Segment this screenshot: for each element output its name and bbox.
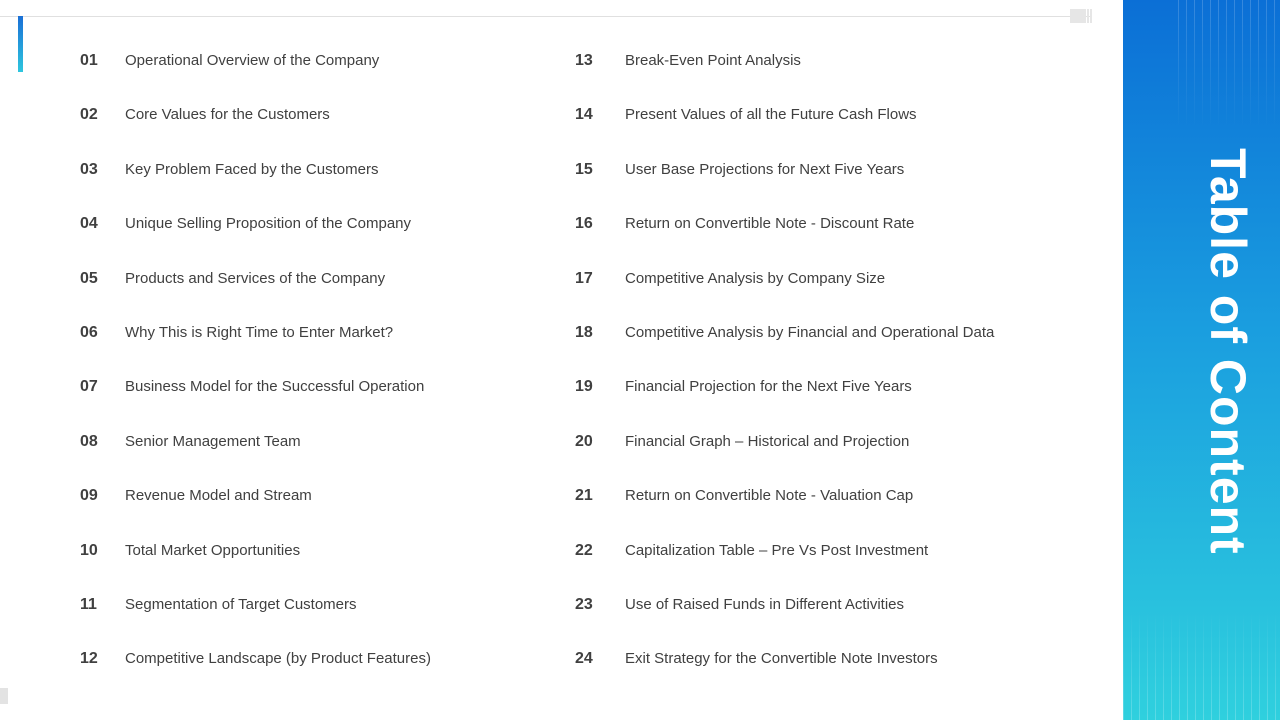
toc-item[interactable] <box>575 469 1075 523</box>
top-decoration <box>1090 9 1092 23</box>
toc-number: 20 <box>575 432 593 450</box>
toc-number: 03 <box>80 160 98 178</box>
corner-decoration <box>0 688 8 704</box>
toc-label: Unique Selling Proposition of the Company <box>125 215 412 233</box>
toc-label: Operational Overview of the Company <box>125 52 380 69</box>
toc-number: 08 <box>80 432 98 450</box>
toc-label: Core Values for the Customers <box>125 106 330 124</box>
toc-number: 02 <box>80 106 98 124</box>
toc-item[interactable] <box>80 578 580 632</box>
toc-item[interactable] <box>80 524 580 578</box>
toc-item[interactable] <box>80 252 580 306</box>
toc-label: Competitive Landscape (by Product Features) <box>125 650 431 668</box>
toc-number: 11 <box>80 595 97 613</box>
toc-number: 18 <box>575 323 593 341</box>
toc-label: Return on Convertible Note - Discount Rate <box>625 215 915 233</box>
toc-item[interactable] <box>575 34 1075 88</box>
toc-item[interactable] <box>575 306 1075 360</box>
toc-label: Break-Even Point Analysis <box>625 52 801 69</box>
toc-number: 05 <box>80 269 98 287</box>
toc-item[interactable] <box>80 632 580 686</box>
top-divider <box>0 16 1092 17</box>
toc-item[interactable] <box>80 143 580 197</box>
toc-number: 09 <box>80 487 98 505</box>
toc-label: Return on Convertible Note - Valuation Cap <box>625 487 914 505</box>
toc-label: Competitive Analysis by Company Size <box>625 269 886 287</box>
toc-item[interactable] <box>575 632 1075 686</box>
toc-item[interactable] <box>80 360 580 414</box>
toc-label: Revenue Model and Stream <box>125 487 312 505</box>
toc-label: Business Model for the Successful Operation <box>125 378 425 396</box>
toc-number: 10 <box>80 541 98 559</box>
toc-item[interactable] <box>575 578 1075 632</box>
toc-item[interactable] <box>575 88 1075 142</box>
toc-label: Present Values of all the Future Cash Flows <box>625 106 917 124</box>
toc-number: 17 <box>575 269 593 287</box>
toc-number: 06 <box>80 323 98 341</box>
page-title: Table of Content <box>1200 148 1256 555</box>
toc-number: 22 <box>575 541 593 559</box>
toc-label: Segmentation of Target Customers <box>125 595 357 613</box>
toc-label: Exit Strategy for the Convertible Note Investors <box>625 650 938 668</box>
toc-label: Financial Graph – Historical and Projection <box>625 432 910 450</box>
toc-number: 15 <box>575 160 593 178</box>
toc-left-column <box>80 34 580 687</box>
stripe-decoration <box>1123 610 1280 720</box>
toc-item[interactable] <box>80 88 580 142</box>
toc-label: User Base Projections for Next Five Years <box>625 160 905 178</box>
toc-label: Why This is Right Time to Enter Market? <box>125 323 394 341</box>
toc-item[interactable] <box>80 415 580 469</box>
toc-item[interactable] <box>575 197 1075 251</box>
toc-label: Competitive Analysis by Financial and Operational Data <box>625 323 995 341</box>
toc-item[interactable] <box>575 252 1075 306</box>
top-decoration <box>1087 9 1089 23</box>
toc-item[interactable] <box>575 524 1075 578</box>
toc-label: Capitalization Table – Pre Vs Post Investment <box>625 541 929 559</box>
toc-number: 13 <box>575 52 593 69</box>
toc-item[interactable] <box>575 143 1075 197</box>
toc-label: Products and Services of the Company <box>125 269 386 287</box>
toc-number: 19 <box>575 378 593 396</box>
toc-label: Key Problem Faced by the Customers <box>125 160 379 178</box>
toc-number: 16 <box>575 215 593 233</box>
toc-number: 24 <box>575 650 593 668</box>
toc-number: 07 <box>80 378 98 396</box>
accent-bar <box>18 16 23 72</box>
toc-number: 21 <box>575 487 593 505</box>
toc-number: 12 <box>80 650 98 668</box>
toc-number: 04 <box>80 215 98 233</box>
toc-item[interactable] <box>575 360 1075 414</box>
top-decoration <box>1070 9 1086 23</box>
toc-number: 14 <box>575 106 593 124</box>
toc-label: Total Market Opportunities <box>125 541 301 559</box>
stripe-decoration <box>1178 0 1280 130</box>
toc-label: Use of Raised Funds in Different Activities <box>625 595 905 613</box>
toc-number: 01 <box>80 52 98 69</box>
toc-label: Financial Projection for the Next Five Years <box>625 378 912 396</box>
toc-item[interactable] <box>80 469 580 523</box>
toc-item[interactable] <box>575 415 1075 469</box>
toc-item[interactable] <box>80 306 580 360</box>
toc-number: 23 <box>575 595 593 613</box>
toc-item[interactable] <box>80 34 580 88</box>
toc-label: Senior Management Team <box>125 432 301 450</box>
toc-item[interactable] <box>80 197 580 251</box>
toc-right-column <box>575 34 1075 687</box>
